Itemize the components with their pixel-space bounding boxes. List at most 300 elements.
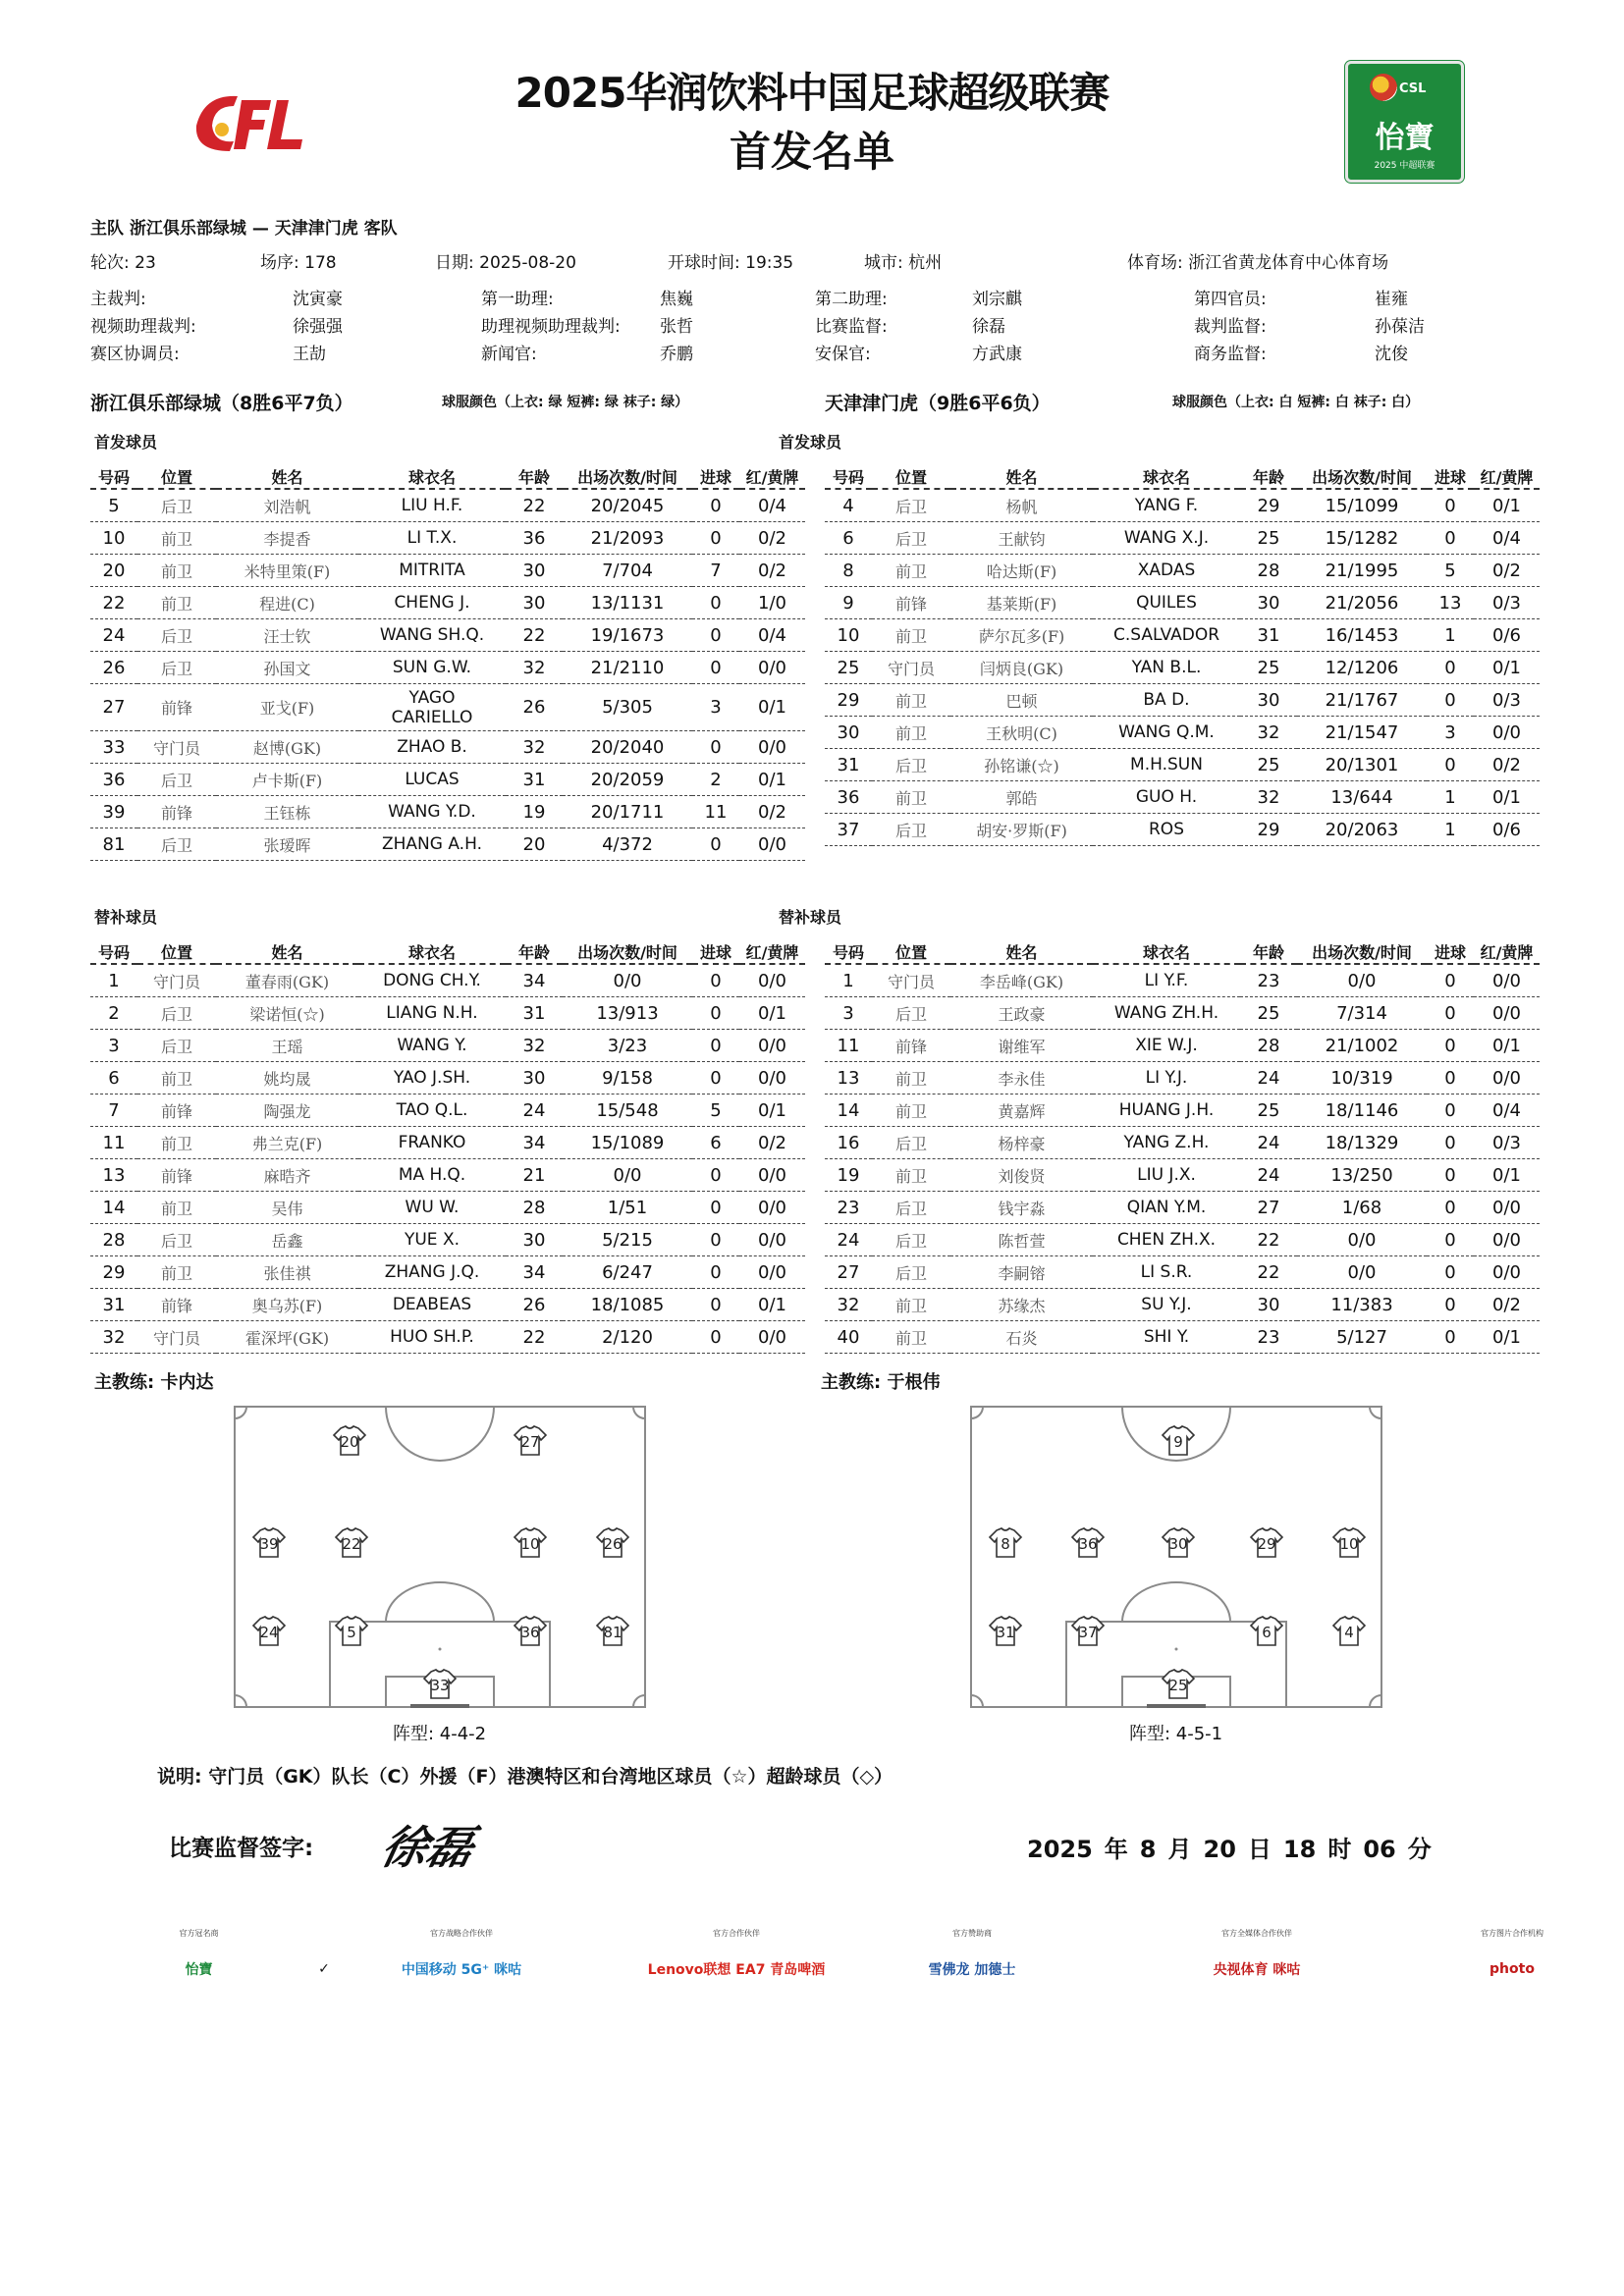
player-row <box>90 964 805 997</box>
legend-note: 说明: 守门员（GK）队长（C）外援（F）港澳特区和台湾地区球员（☆）超龄球员（◇） <box>157 1766 893 1788</box>
player-shirt-name: YAGO CARIELLO <box>358 684 506 731</box>
player-row <box>90 1224 805 1256</box>
player-age: 30 <box>506 555 563 587</box>
player-position: 前卫 <box>137 1062 216 1095</box>
player-position: 前卫 <box>137 1127 216 1159</box>
player-age: 34 <box>506 964 563 997</box>
player-name: 基莱斯(F) <box>950 587 1093 619</box>
player-shirt-name: C.SALVADOR <box>1093 619 1240 652</box>
player-position: 后卫 <box>872 1256 950 1289</box>
column-header-number: 号码 <box>825 940 872 964</box>
player-age: 25 <box>1240 997 1297 1030</box>
player-age: 24 <box>1240 1159 1297 1192</box>
player-number: 29 <box>90 1256 137 1289</box>
player-name: 奥乌苏(F) <box>216 1289 358 1321</box>
player-name: 胡安·罗斯(F) <box>950 814 1093 846</box>
player-shirt-name: XADAS <box>1093 555 1240 587</box>
player-number: 2 <box>90 997 137 1030</box>
player-shirt-name: WANG X.J. <box>1093 522 1240 555</box>
date-part: 时 <box>1327 1836 1352 1863</box>
player-position: 前卫 <box>872 619 950 652</box>
player-number: 25 <box>825 652 872 684</box>
player-appearances: 5/305 <box>563 684 692 731</box>
player-row <box>90 764 805 796</box>
player-position: 后卫 <box>137 489 216 522</box>
column-header-name: 姓名 <box>950 940 1093 964</box>
player-row <box>90 731 805 764</box>
column-header-appearances: 出场次数/时间 <box>563 465 692 489</box>
player-age: 31 <box>506 764 563 796</box>
player-goals: 0 <box>692 1192 739 1224</box>
player-position: 前卫 <box>872 717 950 749</box>
home-formation: 阵型: 4-4-2 <box>393 1724 487 1744</box>
player-position: 前卫 <box>137 522 216 555</box>
player-shirt-name: WANG ZH.H. <box>1093 997 1240 1030</box>
player-age: 30 <box>506 587 563 619</box>
column-header-number: 号码 <box>90 465 137 489</box>
player-row <box>90 652 805 684</box>
jersey-number: 22 <box>342 1535 361 1553</box>
player-appearances: 9/158 <box>563 1062 692 1095</box>
player-cards: 0/0 <box>739 1030 805 1062</box>
player-number: 32 <box>90 1321 137 1354</box>
column-header-appearances: 出场次数/时间 <box>1297 940 1427 964</box>
date-part: 日 <box>1247 1836 1272 1863</box>
player-appearances: 7/314 <box>1297 997 1427 1030</box>
player-name: 钱宇淼 <box>950 1192 1093 1224</box>
player-goals: 0 <box>692 1289 739 1321</box>
jersey-icon <box>1333 1528 1365 1557</box>
column-header-position: 位置 <box>872 940 950 964</box>
column-header-appearances: 出场次数/时间 <box>1297 465 1427 489</box>
player-cards: 0/1 <box>739 764 805 796</box>
player-cards: 0/3 <box>1474 1127 1540 1159</box>
player-shirt-name: FRANKO <box>358 1127 506 1159</box>
player-number: 33 <box>90 731 137 764</box>
player-age: 30 <box>506 1224 563 1256</box>
player-age: 34 <box>506 1127 563 1159</box>
jersey-number: 10 <box>1339 1535 1359 1553</box>
column-header-number: 号码 <box>90 940 137 964</box>
player-age: 36 <box>506 522 563 555</box>
sponsor-logo: 央视体育 咪咕 <box>1213 1962 1301 1978</box>
player-shirt-name: YANG F. <box>1093 489 1240 522</box>
player-position: 前卫 <box>137 1256 216 1289</box>
player-row <box>825 814 1540 846</box>
player-goals: 0 <box>1427 652 1474 684</box>
home-formation-pitch <box>234 1406 646 1708</box>
player-number: 13 <box>90 1159 137 1192</box>
player-age: 19 <box>506 796 563 828</box>
player-name: 米特里策(F) <box>216 555 358 587</box>
player-shirt-name: QUILES <box>1093 587 1240 619</box>
handwritten-signature: 徐磊 <box>376 1821 479 1874</box>
player-appearances: 0/0 <box>1297 1256 1427 1289</box>
column-header-shirt-name: 球衣名 <box>358 465 506 489</box>
player-shirt-name: CHEN ZH.X. <box>1093 1224 1240 1256</box>
player-goals: 0 <box>1427 489 1474 522</box>
player-cards: 0/0 <box>739 1256 805 1289</box>
away-starters-label: 首发球员 <box>779 433 842 452</box>
player-appearances: 10/319 <box>1297 1062 1427 1095</box>
jersey-icon <box>597 1528 628 1557</box>
jersey-number: 30 <box>1168 1535 1188 1553</box>
player-appearances: 20/2063 <box>1297 814 1427 846</box>
official-name: 焦巍 <box>660 290 693 309</box>
player-position: 前卫 <box>137 555 216 587</box>
player-position: 后卫 <box>137 652 216 684</box>
player-position: 前锋 <box>137 796 216 828</box>
player-name: 李永佳 <box>950 1062 1093 1095</box>
player-appearances: 4/372 <box>563 828 692 861</box>
official-name: 沈寅豪 <box>293 290 343 309</box>
jersey-number: 25 <box>1168 1677 1188 1694</box>
player-shirt-name: YANG Z.H. <box>1093 1127 1240 1159</box>
player-cards: 0/0 <box>739 731 805 764</box>
player-shirt-name: LIU J.X. <box>1093 1159 1240 1192</box>
player-goals: 1 <box>1427 781 1474 814</box>
jersey-icon <box>1163 1670 1194 1698</box>
jersey-icon <box>990 1528 1021 1557</box>
player-goals: 1 <box>1427 619 1474 652</box>
player-position: 后卫 <box>872 522 950 555</box>
player-goals: 0 <box>692 1159 739 1192</box>
player-age: 28 <box>1240 1030 1297 1062</box>
player-appearances: 15/548 <box>563 1095 692 1127</box>
player-name: 王钰栋 <box>216 796 358 828</box>
player-row <box>825 997 1540 1030</box>
player-shirt-name: SU Y.J. <box>1093 1289 1240 1321</box>
player-goals: 0 <box>1427 1256 1474 1289</box>
player-cards: 0/1 <box>1474 1030 1540 1062</box>
player-appearances: 5/127 <box>1297 1321 1427 1354</box>
player-goals: 3 <box>692 684 739 731</box>
player-name: 程进(C) <box>216 587 358 619</box>
player-cards: 0/2 <box>739 796 805 828</box>
player-appearances: 18/1146 <box>1297 1095 1427 1127</box>
jersey-number: 20 <box>340 1433 359 1451</box>
column-header-goals: 进球 <box>692 940 739 964</box>
jersey-number: 33 <box>430 1677 450 1694</box>
csl-logo <box>1345 61 1464 183</box>
jersey-icon <box>1251 1617 1282 1645</box>
player-number: 14 <box>825 1095 872 1127</box>
player-row <box>825 717 1540 749</box>
player-goals: 0 <box>1427 1192 1474 1224</box>
player-row <box>825 587 1540 619</box>
player-appearances: 0/0 <box>563 964 692 997</box>
player-position: 前卫 <box>137 587 216 619</box>
player-name: 杨帆 <box>950 489 1093 522</box>
date-part: 8 <box>1139 1836 1157 1863</box>
official-role: 第一助理: <box>481 290 554 309</box>
player-appearances: 3/23 <box>563 1030 692 1062</box>
player-goals: 0 <box>692 1062 739 1095</box>
player-age: 32 <box>506 652 563 684</box>
player-age: 22 <box>1240 1256 1297 1289</box>
player-shirt-name: SHI Y. <box>1093 1321 1240 1354</box>
official-name: 沈俊 <box>1375 345 1408 364</box>
player-shirt-name: ZHANG A.H. <box>358 828 506 861</box>
player-position: 后卫 <box>872 997 950 1030</box>
player-goals: 0 <box>1427 964 1474 997</box>
player-position: 守门员 <box>872 964 950 997</box>
player-appearances: 21/2093 <box>563 522 692 555</box>
player-shirt-name: M.H.SUN <box>1093 749 1240 781</box>
sponsor-category: 官方战略合作伙伴 <box>430 1929 493 1938</box>
player-goals: 0 <box>1427 1321 1474 1354</box>
player-cards: 0/6 <box>1474 814 1540 846</box>
player-age: 20 <box>506 828 563 861</box>
player-goals: 6 <box>692 1127 739 1159</box>
player-age: 25 <box>1240 749 1297 781</box>
jersey-number: 10 <box>520 1535 540 1553</box>
jersey-icon <box>336 1617 367 1645</box>
jersey-icon <box>514 1617 546 1645</box>
player-number: 13 <box>825 1062 872 1095</box>
official-name: 王劼 <box>293 345 326 364</box>
away-subs-label: 替补球员 <box>779 908 842 927</box>
player-name: 张瑷晖 <box>216 828 358 861</box>
jersey-icon <box>597 1617 628 1645</box>
player-age: 29 <box>1240 489 1297 522</box>
player-cards: 0/0 <box>1474 997 1540 1030</box>
player-number: 24 <box>90 619 137 652</box>
ball-icon <box>1370 74 1397 101</box>
jersey-number: 36 <box>1078 1535 1098 1553</box>
player-cards: 0/1 <box>1474 1321 1540 1354</box>
player-shirt-name: HUANG J.H. <box>1093 1095 1240 1127</box>
date-part: 06 <box>1363 1836 1396 1863</box>
player-cards: 0/4 <box>1474 522 1540 555</box>
column-header-shirt-name: 球衣名 <box>358 940 506 964</box>
home-starters-label: 首发球员 <box>94 433 158 452</box>
player-age: 24 <box>506 1095 563 1127</box>
column-header-goals: 进球 <box>692 465 739 489</box>
player-goals: 0 <box>692 964 739 997</box>
player-row <box>90 1192 805 1224</box>
player-name: 刘浩帆 <box>216 489 358 522</box>
player-name: 弗兰克(F) <box>216 1127 358 1159</box>
player-appearances: 0/0 <box>1297 1224 1427 1256</box>
player-shirt-name: LI Y.F. <box>1093 964 1240 997</box>
jersey-icon <box>1251 1528 1282 1557</box>
player-name: 李嗣镕 <box>950 1256 1093 1289</box>
player-number: 11 <box>825 1030 872 1062</box>
player-number: 5 <box>90 489 137 522</box>
player-cards: 0/2 <box>1474 555 1540 587</box>
player-position: 后卫 <box>872 1192 950 1224</box>
player-goals: 0 <box>692 997 739 1030</box>
player-number: 39 <box>90 796 137 828</box>
player-appearances: 13/1131 <box>563 587 692 619</box>
player-name: 麻晧齐 <box>216 1159 358 1192</box>
player-shirt-name: LI S.R. <box>1093 1256 1240 1289</box>
jersey-number: 37 <box>1078 1624 1098 1641</box>
player-name: 梁诺恒(☆) <box>216 997 358 1030</box>
player-row <box>825 1192 1540 1224</box>
player-row <box>90 1127 805 1159</box>
player-shirt-name: ZHAO B. <box>358 731 506 764</box>
player-row <box>90 1095 805 1127</box>
match-date: 日期: 2025-08-20 <box>435 253 576 273</box>
date-part: 2025 <box>1027 1836 1093 1863</box>
official-name: 方武康 <box>972 345 1022 364</box>
player-number: 27 <box>90 684 137 731</box>
player-name: 董春雨(GK) <box>216 964 358 997</box>
player-cards: 0/1 <box>739 1095 805 1127</box>
round: 轮次: 23 <box>90 253 156 273</box>
player-appearances: 16/1453 <box>1297 619 1427 652</box>
player-position: 前卫 <box>872 555 950 587</box>
player-cards: 0/4 <box>739 489 805 522</box>
jersey-icon <box>334 1426 365 1455</box>
player-shirt-name: WU W. <box>358 1192 506 1224</box>
player-number: 28 <box>90 1224 137 1256</box>
player-goals: 0 <box>1427 1159 1474 1192</box>
date-part: 18 <box>1282 1836 1317 1863</box>
player-age: 32 <box>1240 781 1297 814</box>
stadium: 体育场: 浙江省黄龙体育中心体育场 <box>1127 253 1389 273</box>
player-position: 后卫 <box>137 619 216 652</box>
column-header-age: 年龄 <box>506 940 563 964</box>
player-age: 22 <box>506 1321 563 1354</box>
player-name: 闫炳良(GK) <box>950 652 1093 684</box>
player-cards: 0/0 <box>739 1321 805 1354</box>
player-appearances: 15/1099 <box>1297 489 1427 522</box>
player-appearances: 2/120 <box>563 1321 692 1354</box>
official-role: 安保官: <box>815 345 871 364</box>
player-name: 岳鑫 <box>216 1224 358 1256</box>
player-goals: 0 <box>1427 1095 1474 1127</box>
player-number: 6 <box>825 522 872 555</box>
player-shirt-name: LIU H.F. <box>358 489 506 522</box>
player-name: 姚均晟 <box>216 1062 358 1095</box>
player-goals: 1 <box>1427 814 1474 846</box>
player-age: 30 <box>506 1062 563 1095</box>
official-role: 主裁判: <box>90 290 146 309</box>
player-row <box>90 1159 805 1192</box>
jersey-number: 81 <box>603 1624 623 1641</box>
player-name: 赵博(GK) <box>216 731 358 764</box>
player-number: 23 <box>825 1192 872 1224</box>
home-kit-colors: 球服颜色（上衣: 绿 短裤: 绿 袜子: 绿） <box>442 395 689 410</box>
sponsor-logo: 中国移动 5G⁺ 咪咕 <box>401 1962 522 1978</box>
jersey-number: 31 <box>996 1624 1015 1641</box>
player-age: 22 <box>506 489 563 522</box>
jersey-icon <box>1333 1617 1365 1645</box>
column-header-position: 位置 <box>137 940 216 964</box>
player-cards: 0/2 <box>739 522 805 555</box>
official-role: 商务监督: <box>1194 345 1267 364</box>
player-age: 30 <box>1240 1289 1297 1321</box>
column-header-age: 年龄 <box>1240 940 1297 964</box>
jersey-icon <box>990 1617 1021 1645</box>
player-number: 27 <box>825 1256 872 1289</box>
official-name: 孙葆洁 <box>1375 317 1425 337</box>
player-goals: 0 <box>692 1224 739 1256</box>
jersey-icon <box>514 1528 546 1557</box>
away-team-header: 天津津门虎（9胜6平6负） <box>825 393 1051 414</box>
player-shirt-name: LI Y.J. <box>1093 1062 1240 1095</box>
player-row <box>90 489 805 522</box>
player-position: 前卫 <box>872 1062 950 1095</box>
player-name: 苏缘杰 <box>950 1289 1093 1321</box>
player-goals: 5 <box>1427 555 1474 587</box>
player-shirt-name: ZHANG J.Q. <box>358 1256 506 1289</box>
player-cards: 0/1 <box>1474 489 1540 522</box>
column-header-position: 位置 <box>137 465 216 489</box>
sponsor-category: 官方赞助商 <box>952 1929 992 1938</box>
page-title: 2025华润饮料中国足球超级联赛 <box>514 69 1110 117</box>
player-age: 24 <box>1240 1062 1297 1095</box>
player-name: 李提香 <box>216 522 358 555</box>
player-row <box>825 1127 1540 1159</box>
player-shirt-name: DEABEAS <box>358 1289 506 1321</box>
player-goals: 0 <box>692 1321 739 1354</box>
player-position: 前锋 <box>137 1095 216 1127</box>
column-header-number: 号码 <box>825 465 872 489</box>
player-appearances: 18/1085 <box>563 1289 692 1321</box>
official-name: 徐磊 <box>972 317 1005 337</box>
player-goals: 0 <box>692 828 739 861</box>
official-role: 第四官员: <box>1194 290 1267 309</box>
player-shirt-name: BA D. <box>1093 684 1240 717</box>
player-appearances: 19/1673 <box>563 619 692 652</box>
column-header-name: 姓名 <box>216 465 358 489</box>
player-appearances: 0/0 <box>563 1159 692 1192</box>
player-cards: 0/1 <box>739 997 805 1030</box>
player-row <box>825 1224 1540 1256</box>
player-number: 7 <box>90 1095 137 1127</box>
player-number: 31 <box>825 749 872 781</box>
player-appearances: 1/68 <box>1297 1192 1427 1224</box>
jersey-number: 9 <box>1173 1433 1183 1451</box>
player-number: 36 <box>90 764 137 796</box>
player-age: 31 <box>506 997 563 1030</box>
date-part: 分 <box>1407 1836 1432 1863</box>
player-number: 31 <box>90 1289 137 1321</box>
player-name: 卢卡斯(F) <box>216 764 358 796</box>
player-row <box>825 684 1540 717</box>
csl-logo-brand: 怡寶 <box>1375 121 1435 155</box>
player-position: 守门员 <box>137 731 216 764</box>
player-cards: 0/0 <box>739 652 805 684</box>
player-goals: 0 <box>692 1256 739 1289</box>
player-name: 黄嘉辉 <box>950 1095 1093 1127</box>
player-cards: 0/0 <box>739 1062 805 1095</box>
player-cards: 1/0 <box>739 587 805 619</box>
player-cards: 0/3 <box>1474 587 1540 619</box>
player-position: 前卫 <box>872 1321 950 1354</box>
player-shirt-name: DONG CH.Y. <box>358 964 506 997</box>
player-cards: 0/0 <box>739 1224 805 1256</box>
player-age: 21 <box>506 1159 563 1192</box>
player-cards: 0/0 <box>1474 964 1540 997</box>
player-name: 巴顿 <box>950 684 1093 717</box>
player-shirt-name: YAN B.L. <box>1093 652 1240 684</box>
player-number: 37 <box>825 814 872 846</box>
player-shirt-name: YUE X. <box>358 1224 506 1256</box>
column-header-age: 年龄 <box>1240 465 1297 489</box>
player-position: 守门员 <box>137 964 216 997</box>
player-age: 32 <box>506 731 563 764</box>
player-goals: 13 <box>1427 587 1474 619</box>
column-header-goals: 进球 <box>1427 940 1474 964</box>
jersey-number: 27 <box>520 1433 540 1451</box>
player-cards: 0/2 <box>739 1127 805 1159</box>
date-part: 20 <box>1203 1836 1236 1863</box>
